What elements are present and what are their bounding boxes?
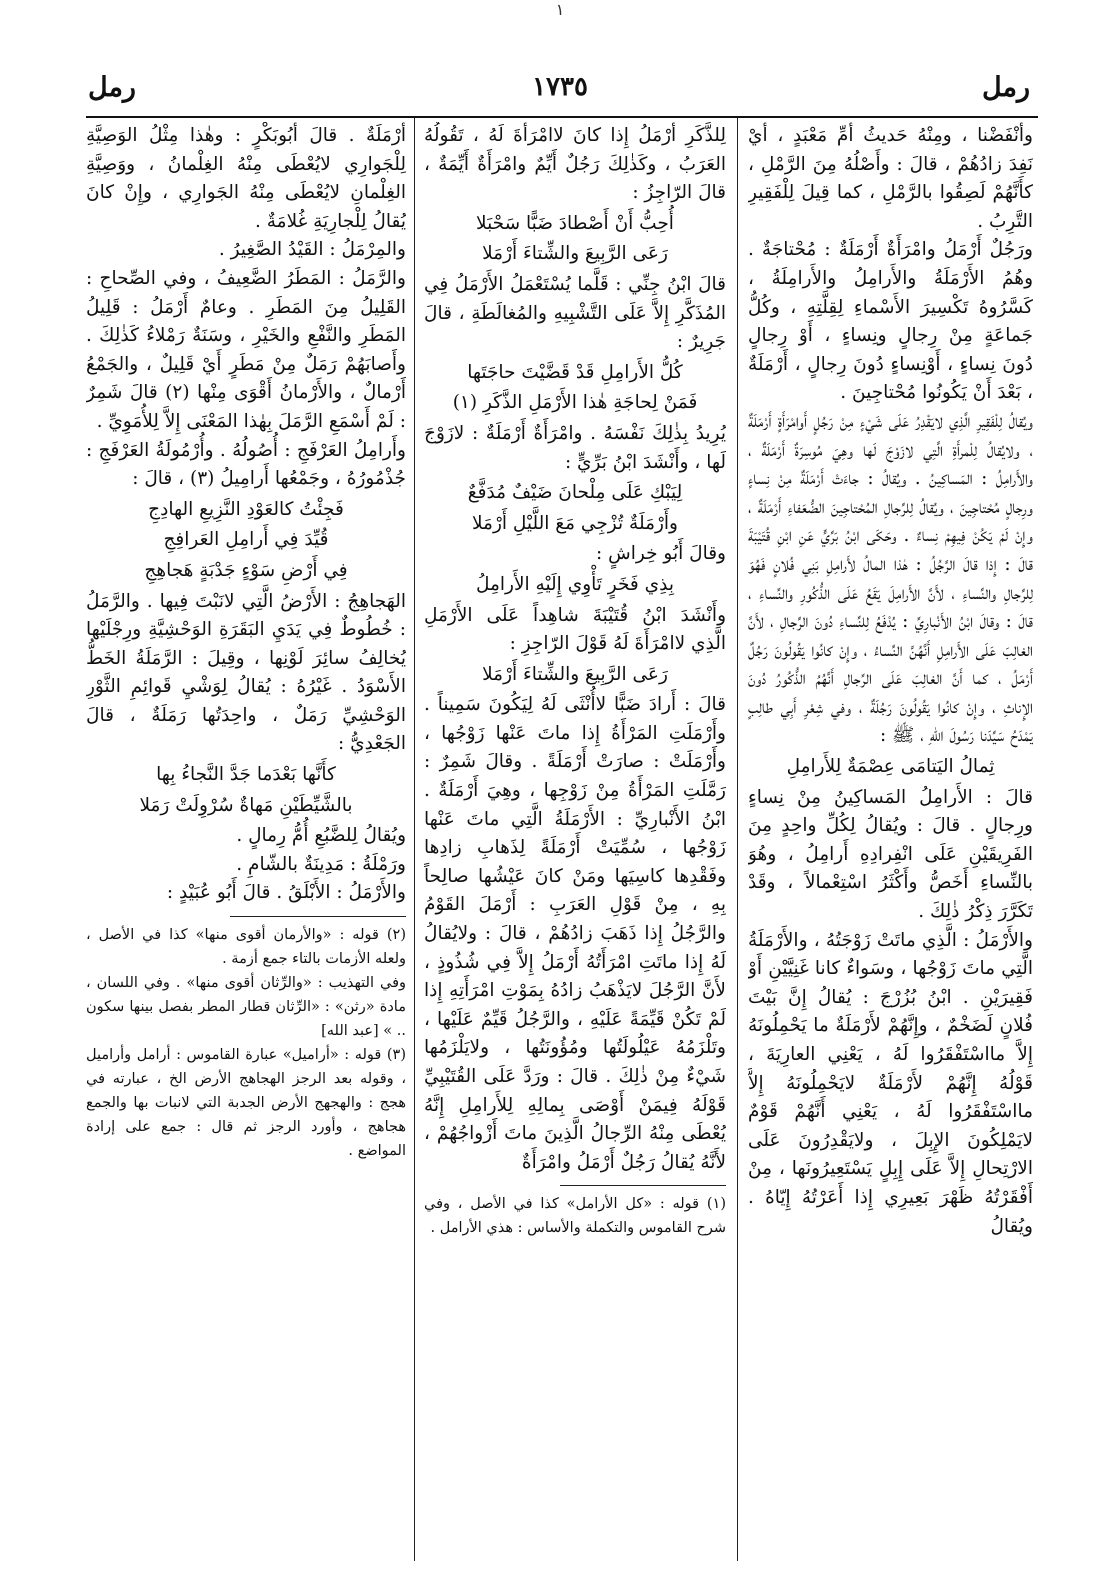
page-number: ١٧٣٥ xyxy=(532,72,588,102)
footnote: (١) قوله : «كل الأرامل» كذا في الأصل ، وفي شرح القاموس والتكملة والأساس : هذي الأرامل . xyxy=(424,1196,726,1237)
verse: أُحِبُّ أَنْ أَصْطادَ ضَبًّا سَحْبَلا xyxy=(476,212,674,234)
verse: فِي أَرْضِ سَوْءٍ جَدْبَةٍ هَجاهِجِ xyxy=(144,559,348,581)
paragraph: والأَرْمَلُ : الأَبْلَقُ . قالَ أَبُو عُبَيْدٍ : xyxy=(166,882,406,904)
footnote-rule xyxy=(560,1185,726,1186)
header-rule xyxy=(86,116,1038,118)
footnote: وفي التهذيب : «والرِّثان أقوى منها» . وفي اللسان ، مادة «رثن» : «الرِّثان قطار المطر بفصل بينها سكون .. » [عبد الله] xyxy=(86,975,406,1040)
footnote-rule xyxy=(230,916,406,917)
paragraph: قالَ : أَرادَ ضَبًّا لاأُنْثَى لَهُ لِيَكُونَ سَمِيناً . وأَرْمَلَتِ المَرْأَةُ إِذا ماتَ عَنْها زَوْجُها ، وأَرْمَلَتْ : صارَتْ أَرْمَلَةً . وقالَ شَمِرٌ : رَمَّلَتِ المَرْأَةُ مِنْ زَوْجِها ، وهِيَ أَرْمَلَةٌ . ابْنُ الأَنْبارِيِّ : الأَرْمَلَةُ الَّتِي ماتَ عَنْها زَوْجُها ، سُمِّيَتْ أَرْمَلَةً لِذَهابِ زادِها وفَقْدِها كاسِيَها ومَنْ كانَ عَيْشُها صالِحاً بِهِ ، مِنْ قَوْلِ العَرَبِ : أَرْمَلَ القَوْمُ والرَّجُلُ إِذا ذَهَبَ زادُهُمْ ، قالَ : ولايُقالُ لَهُ إِذا ماتَتِ امْرَأَتُهُ أَرْمَلُ إِلاَّ فِي شُذُوذٍ ، لأَنَّ الرَّجُلَ لايَذْهَبُ زادُهُ بِمَوْتِ امْرَأَتِهِ إِذا لَمْ تَكُنْ قَيِّمَةً عَلَيْهِ ، والرَّجُلُ قَيِّمٌ عَلَيْها ، وتَلْزَمُهُ عَيْلُولَتُها ومُؤُونَتُها ، ولايَلْزَمُها شَيْءٌ مِنْ ذٰلِكَ . قالَ : ورَدَّ عَلَى القُتَيْبِيِّ قَوْلَهُ فِيمَنْ أَوْصَى بِمالِهِ لِلأَرامِلِ إِنَّهُ يُعْطَى مِنْهُ الرِّجالُ الَّذِينَ ماتَ أَزْواجُهُمْ ، لأَنَّهُ يُقالُ رَجُلٌ أَرْمَلُ وامْرَأَةٌ xyxy=(424,694,726,1173)
paragraph: والأَرْمَلُ : الَّذِي ماتَتْ زَوْجَتُهُ ، والأَرْمَلَةُ الَّتِي ماتَ زَوْجُها ، وسَواءٌ كانا غَنِيَّيْنِ أَوْ فَقِيرَيْنِ . ابْنُ بُزُرْجَ : يُقالُ إِنَّ بَيْتَ فُلانٍ لَضَخْمٌ ، وإِنَّهُمْ لأَرْمَلَةٌ ما يَحْمِلُونَهُ إِلاَّ مااسْتَفْقَرُوا لَهُ ، يَعْنِي العارِيَةَ ، قَوْلُهُ إِنَّهُمْ لأَرْمَلَةٌ لايَحْمِلُونَهُ إِلاَّ مااسْتَفْقَرُوا لَهُ ، يَعْنِي أَنَّهُمْ قَوْمٌ لايَمْلِكُونَ الإِبِلَ ، ولايَقْدِرُونَ عَلَى الارْتِحالِ إِلاَّ عَلَى إِبِلٍ يَسْتَعِيرُونَها ، مِنْ أَفْقَرْتُهُ ظَهْرَ بَعِيرِي إِذا أَعَرْتُهُ إِيّاهُ . ويُقالُ xyxy=(748,929,1033,1237)
column-right xyxy=(748,122,1033,1565)
paragraph: وأَنْفَضْنا ، ومِنْهُ حَديثُ أُمِّ مَعْبَدٍ ، أَيْ نَفِدَ زادُهُمْ ، قالَ : وأَصْلُهُ مِنَ الرَّمْلِ ، كأَنَّهُمْ لَصِقُوا بالرَّمْلِ ، كما قِيلَ لِلْفَقِيرِ التَّرِبُ . xyxy=(748,125,1033,232)
column-middle xyxy=(424,122,726,1565)
paragraph: يُرِيدُ بِذٰلِكَ نَفْسَهُ . وامْرَأَةٌ أَرْمَلَةٌ : لازَوْجَ لَها ، وأَنْشَدَ ابْنُ بَرِّيٍّ : xyxy=(424,422,726,473)
verse: فَجِئْتُ كالعَوْدِ النَّزِيعِ الهادِجِ xyxy=(148,498,344,520)
paragraph: الهَجاهِجُ : الأَرْضُ الَّتِي لانَبْتَ فِيها . والرَّمَلُ : خُطُوطٌ فِي يَدَيِ البَقَرَةِ الوَحْشِيَّةِ ورِجْلَيْها يُخالِفُ سائِرَ لَوْنِها ، وقِيلَ : الرَّمَلَةُ الخَطُّ الأَسْوَدُ . غَيْرُهُ : يُقالُ لِوَشْيِ قَوائِمِ الثَّوْرِ الوَحْشِيِّ رَمَلٌ ، واحِدَتُها رَمَلَةٌ ، قالَ الجَعْدِيُّ : xyxy=(86,590,406,755)
paragraph: ورَمْلَةُ : مَدِينَةٌ بالشّامِ . xyxy=(236,853,406,875)
verse: كُلُّ الأَرامِلِ قَدْ قَضَّيْتَ حاجَتَها xyxy=(467,361,683,383)
verse: لِيَبْكِ عَلَى مِلْحانَ ضَيْفٌ مُدَفَّعٌ xyxy=(467,482,683,504)
paragraph: وقالَ أَبُو خِراشٍ : xyxy=(596,543,726,565)
footnote: (٣) قوله : «أراميل» عبارة القاموس : أرامل وأراميل ، وقوله بعد الرجز الهجاهج الأرض الخ ، عبارته في هجج : والهجهج الأرض الجدبة التي لانبات بها والجمع هجاهج ، وأورد الرجز ثم قال : جمع على إرادة المواضع . xyxy=(86,1047,406,1160)
verse: رَعَى الرَّبِيعَ والشِّتاءَ أَرْمَلا xyxy=(482,663,668,685)
verse: فَمَنْ لِحاجَةِ هٰذا الأَرْمَلِ الذَّكَرِ (١) xyxy=(452,392,698,414)
paragraph: والمِرْمَلُ : القَيْدُ الصَّغِيرُ . xyxy=(218,239,406,261)
column-divider-1 xyxy=(737,118,738,1561)
paragraph: قالَ : الأَرامِلُ المَساكِينُ مِنْ نِساءٍ ورِجالٍ . قالَ : ويُقالُ لِكُلِّ واحِدٍ مِنَ الفَرِيقَيْنِ عَلَى انْفِرادِهِ أَرامِلُ ، وهُوَ بالنِّساءِ أَخَصُّ وأَكْثَرُ اسْتِعْمالاً ، وقَدْ تَكَرَّرَ ذِكْرُ ذٰلِكَ . xyxy=(748,786,1033,923)
paragraph: وأَنْشَدَ ابْنُ قُتَيْبَةَ شاهِداً عَلَى الأَرْمَلِ الَّذِي لاامْرَأَةَ لَهُ قَوْلَ الرّاجِزِ : xyxy=(424,604,726,655)
verse: وأَرْمَلَةٌ تُزْجِي مَعَ اللَّيْلِ أَرْمَلا xyxy=(472,512,678,534)
paragraph: ويُقالُ لِلْفَقِيرِ الَّذِي لايَقْدِرُ عَلَى شَيْءٍ مِنْ رَجُلٍ أَوامْرَأَةٍ أَرْمَلَةٌ ، ولايُقالُ لِلْمرأَةِ الَّتِي لازَوْجَ لَها وهِيَ مُوسِرَةٌ أَرْمَلَةٌ ، والأَرامِلُ : المَساكِينُ . ويُقالُ : جاءَتْ أَرْمَلَةٌ مِنْ نِساءٍ ورِجالٍ مُحْتاجِينَ ، ويُقالُ لِلرِّجالِ المُحْتاجِينَ الضُّعَفاءِ أَرْمَلَةٌ ، وإِنْ لَمْ يَكُنْ فِيهِمْ نِساءٌ . وحَكَى ابْنُ بَرِّيٍّ عَنِ ابْنِ قُتَيْبَةَ قالَ : إِذا قالَ الرَّجُلُ : هٰذا المالُ لأَرامِلِ بَنِي فُلانٍ فَهُوَ لِلرِّجالِ والنِّساءِ ، لأَنَّ الأَرامِلَ يَقَعُ عَلَى الذُّكُورِ والنِّساءِ ، قالَ : وقالَ ابْنُ الأَنْبارِيِّ : يُدْفَعُ لِلنِّساءِ دُونَ الرِّجالِ ، لأَنَّ الغالِبَ عَلَى الأَرامِلِ أَنَّهُنَّ النِّساءُ ، وإِنْ كانُوا يَقُولُونَ رَجُلٌ أَرْمَلُ ، كما أَنَّ الغالِبَ عَلَى الرِّجالِ أَنَّهُمُ الذُّكُورُ دُونَ الإِناثِ ، وإِنْ كانُوا يَقُولُونَ رَجُلَةٌ ، وفي شِعْرِ أَبِي طالِبٍ يَمْدَحُ سَيِّدَنا رَسُولَ اللهِ ، ﷺ : xyxy=(748,410,1033,747)
verse: ثِمالُ اليَتامَى عِصْمَةٌ لِلأَرامِلِ xyxy=(786,756,995,778)
footnote: (٢) قوله : «والأرمان أقوى منها» كذا في الأصل ، ولعله الأزمات بالتاء جمع أزمة . xyxy=(86,927,406,968)
page-header xyxy=(80,68,1040,116)
paragraph: والرَّمَلُ : المَطَرُ الضَّعِيفُ ، وفي الصِّحاحِ : القَلِيلُ مِنَ المَطَرِ . وعامٌ أَرْمَلُ : قَلِيلُ المَطَرِ والنَّفْعِ والخَيْرِ ، وسَنَةٌ رَمْلاءُ كَذٰلِكَ . وأَصابَهُمْ رَمَلٌ مِنْ مَطَرٍ أَيْ قَلِيلٌ ، والجَمْعُ أَرْمالٌ ، والأَرْمانُ أَقْوَى مِنْها (٢) قالَ شَمِرٌ : لَمْ أَسْمَعِ الرَّمَلَ بِهٰذا المَعْنَى إِلاَّ لِلأُمَوِيِّ . xyxy=(86,267,406,432)
column-divider-2 xyxy=(414,118,415,1561)
paragraph: أَرْمَلَةٌ . قالَ أَبُوبَكْرٍ : وهٰذا مِثْلُ الوَصِيَّةِ لِلْجَوارِي لايُعْطَى مِنْهُ الغِلْمانُ ، ووَصِيَّةِ الغِلْمانِ لايُعْطَى مِنْهُ الجَوارِي ، وإِنْ كانَ يُقالُ لِلْجارِيَةِ غُلامَةٌ . xyxy=(86,125,406,232)
paragraph: ورَجُلٌ أَرْمَلُ وامْرَأَةٌ أَرْمَلَةٌ : مُحْتاجَةٌ . وهُمُ الأَرْمَلَةُ والأَرامِلُ والأَرامِلَةُ ، كَسَّرُوهُ تَكْسِيرَ الأَسْماءِ لِقِلَّتِهِ ، وكُلُّ جَماعَةٍ مِنْ رِجالٍ ونِساءٍ ، أَوْ رِجالٍ دُونَ نِساءٍ ، أَوْنِساءٍ دُونَ رِجالٍ ، أَرْمَلَةٌ ، بَعْدَ أَنْ يَكُونُوا مُحْتاجِينَ . xyxy=(748,239,1033,404)
verse: قُيِّدَ فِي أَرامِلِ العَرافِجِ xyxy=(163,529,329,551)
top-mark: ١ xyxy=(555,0,565,19)
header-root-word-left: رمل xyxy=(88,72,136,103)
verse: كأَنَّها بَعْدَما جَدَّ النَّجاءُ بِها xyxy=(156,764,336,786)
paragraph: لِلذَّكَرِ أَرْمَلُ إِذا كانَ لاامْرَأَةَ لَهُ ، تَقُولُهُ العَرَبُ ، وكَذٰلِكَ رَجُلٌ أَيِّمٌ وامْرَأَةٌ أَيِّمَةٌ ، قالَ الرّاجِزُ : xyxy=(424,125,726,204)
header-root-word-right: رمل xyxy=(982,72,1030,103)
verse: بِذِي فَخَرٍ تَأْوِي إِلَيْهِ الأَرامِلُ xyxy=(475,573,675,595)
verse: بالشَّيِّطَيْنِ مَهاةٌ سُرْوِلَتْ رَمَلا xyxy=(139,794,353,816)
column-left xyxy=(86,122,406,1565)
paragraph: ويُقالُ لِلضَّبُعِ أُمُّ رِمالٍ . xyxy=(236,825,406,847)
paragraph: قالَ ابْنُ جِنِّي : قَلَّما يُسْتَعْمَلُ الأَرْمَلُ فِي المُذَكَّرِ إِلاَّ عَلَى التَّشْبِيهِ والمُغالَطَةِ ، قالَ جَرِيرٌ : xyxy=(424,273,726,353)
verse: رَعَى الرَّبِيعَ والشِّتاءَ أَرْمَلا xyxy=(482,243,668,265)
paragraph: وأَرامِلُ العَرْفَجِ : أُصُولُهُ . وأُرْمُولَةُ العَرْفَجِ : جُذْمُورُهُ ، وجَمْعُها أَرامِيلُ (٣) ، قالَ : xyxy=(86,439,406,490)
